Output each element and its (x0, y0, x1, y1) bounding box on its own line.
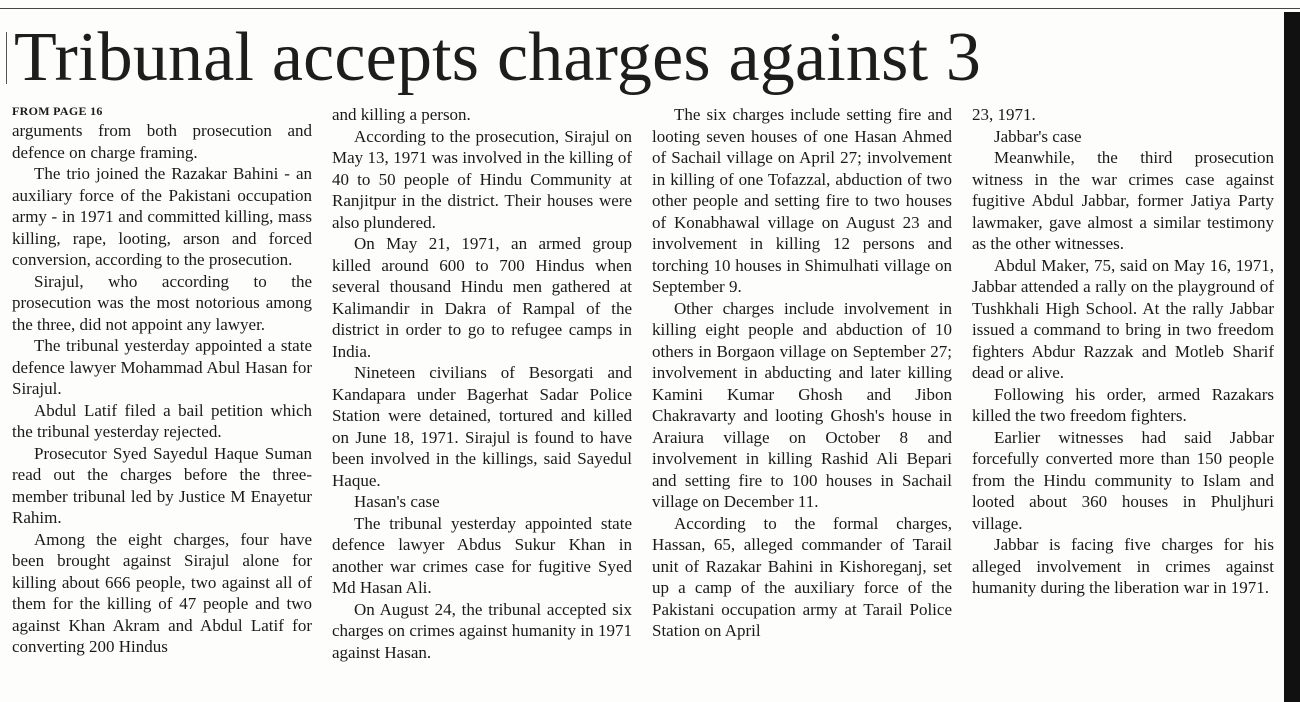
top-rule (0, 8, 1300, 9)
paragraph: Following his order, armed Razakars killed the two freedom fighters. (972, 384, 1274, 425)
paragraph: Nineteen civilians of Besorgati and Kandapara under Bagerhat Sadar Police Station were detained, tortured and killed on June 18, 1971. Sirajul is found to have been involved in the killings, said Sayedul Haque. (332, 363, 632, 490)
paragraph: On May 21, 1971, an armed group killed around 600 to 700 Hindus when several thousand Hindu men gathered at Kalimandir in Dakra of Rampal of the district in order to go to refugee camps in India. (332, 234, 632, 361)
paragraph: Abdul Maker, 75, said on May 16, 1971, Jabbar attended a rally on the playground of Tushkhali High School. At the rally Jabbar issued a command to bring in two freedom fighters Abdur Razzak and Motleb Sharif dead or alive. (972, 255, 1274, 382)
right-edge-bar (1284, 12, 1300, 702)
paragraph: According to the prosecution, Sirajul on May 13, 1971 was involved in the killing of 40 to 50 people of Hindu Community at Ranjitpur in the district. Their houses were also plundered. (332, 126, 632, 232)
paragraph: Prosecutor Syed Sayedul Haque Suman read out the charges before the three-member tribunal led by Justice M Enayetur Rahim. (12, 443, 312, 527)
continuation-slug: FROM PAGE 16 (12, 104, 103, 118)
paragraph: The trio joined the Razakar Bahini - an auxiliary force of the Pakistani occupation army - in 1971 and committed killing, mass killing, rape, looting, arson and forced conversion, according to the prosecution. (12, 164, 312, 269)
subheading-hasans-case: Hasan's case (354, 492, 440, 511)
paragraph: Other charges include involvement in killing eight people and abduction of 10 others in Borgaon village on September 27; involvement in abducting and later killing Kamini Kumar Ghosh and Jibon Chakravarty and looting Ghosh's house in Araiura village on October 8 and involvement in killing Rashid Ali Bepari and setting fire to 100 houses in Sachail village on December 11. (652, 298, 952, 511)
column-3 (652, 104, 952, 694)
paragraph: Jabbar is facing five charges for his alleged involvement in crimes against humanity during the liberation war in 1971. (972, 535, 1274, 597)
paragraph: The tribunal yesterday appointed a state defence lawyer Mohammad Abul Hasan for Sirajul. (12, 336, 312, 398)
paragraph: On August 24, the tribunal accepted six charges on crimes against humanity in 1971 against Hasan. (332, 599, 632, 662)
column-2 (332, 104, 632, 694)
paragraph: According to the formal charges, Hassan, 65, alleged commander of Tarail unit of Razakar Bahini in Kishoreganj, set up a camp of the auxiliary force of the Pakistani occupation army at Tarail Police Station on April (652, 513, 952, 640)
paragraph: Among the eight charges, four have been brought against Sirajul alone for killing about 666 people, two against all of them for the killing of 47 people and two against Khan Akram and Abdul Latif for converting 200 Hindus (12, 529, 312, 656)
subheading-jabbars-case: Jabbar's case (994, 126, 1082, 146)
headline: Tribunal accepts charges against 3 (14, 19, 982, 96)
paragraph: The tribunal yesterday appointed state defence lawyer Abdus Sukur Khan in another war crimes case for fugitive Syed Md Hasan Ali. (332, 513, 632, 597)
paragraph: The six charges include setting fire and looting seven houses of one Hasan Ahmed of Sachail village on April 27; involvement in killing of one Tofazzal, abduction of two other people and setting fire to two houses of Konabhawal village on August 23 and involvement in killing 12 persons and torching 10 houses in Shimulhati village on September 9. (652, 105, 952, 296)
paragraph: Abdul Latif filed a bail petition which the tribunal yesterday rejected. (12, 400, 312, 441)
column-1 (12, 104, 312, 694)
paragraph: and killing a person. (332, 105, 471, 124)
headline-left-rule (6, 32, 7, 84)
paragraph: 23, 1971. (972, 105, 1036, 124)
paragraph: Meanwhile, the third prosecution witness in the war crimes case against fugitive Abdul Jabbar, former Jatiya Party lawmaker, gave almost a similar testimony as the other witnesses. (972, 148, 1274, 253)
paragraph: Earlier witnesses had said Jabbar forcefully converted more than 150 people from the Hindu community to Islam and looted about 360 houses in Phuljhuri village. (972, 427, 1274, 533)
paragraph: Sirajul, who according to the prosecution was the most notorious among the three, did not appoint any lawyer. (12, 271, 312, 334)
paragraph: arguments from both prosecution and defence on charge framing. (12, 121, 312, 162)
column-4 (972, 104, 1274, 694)
